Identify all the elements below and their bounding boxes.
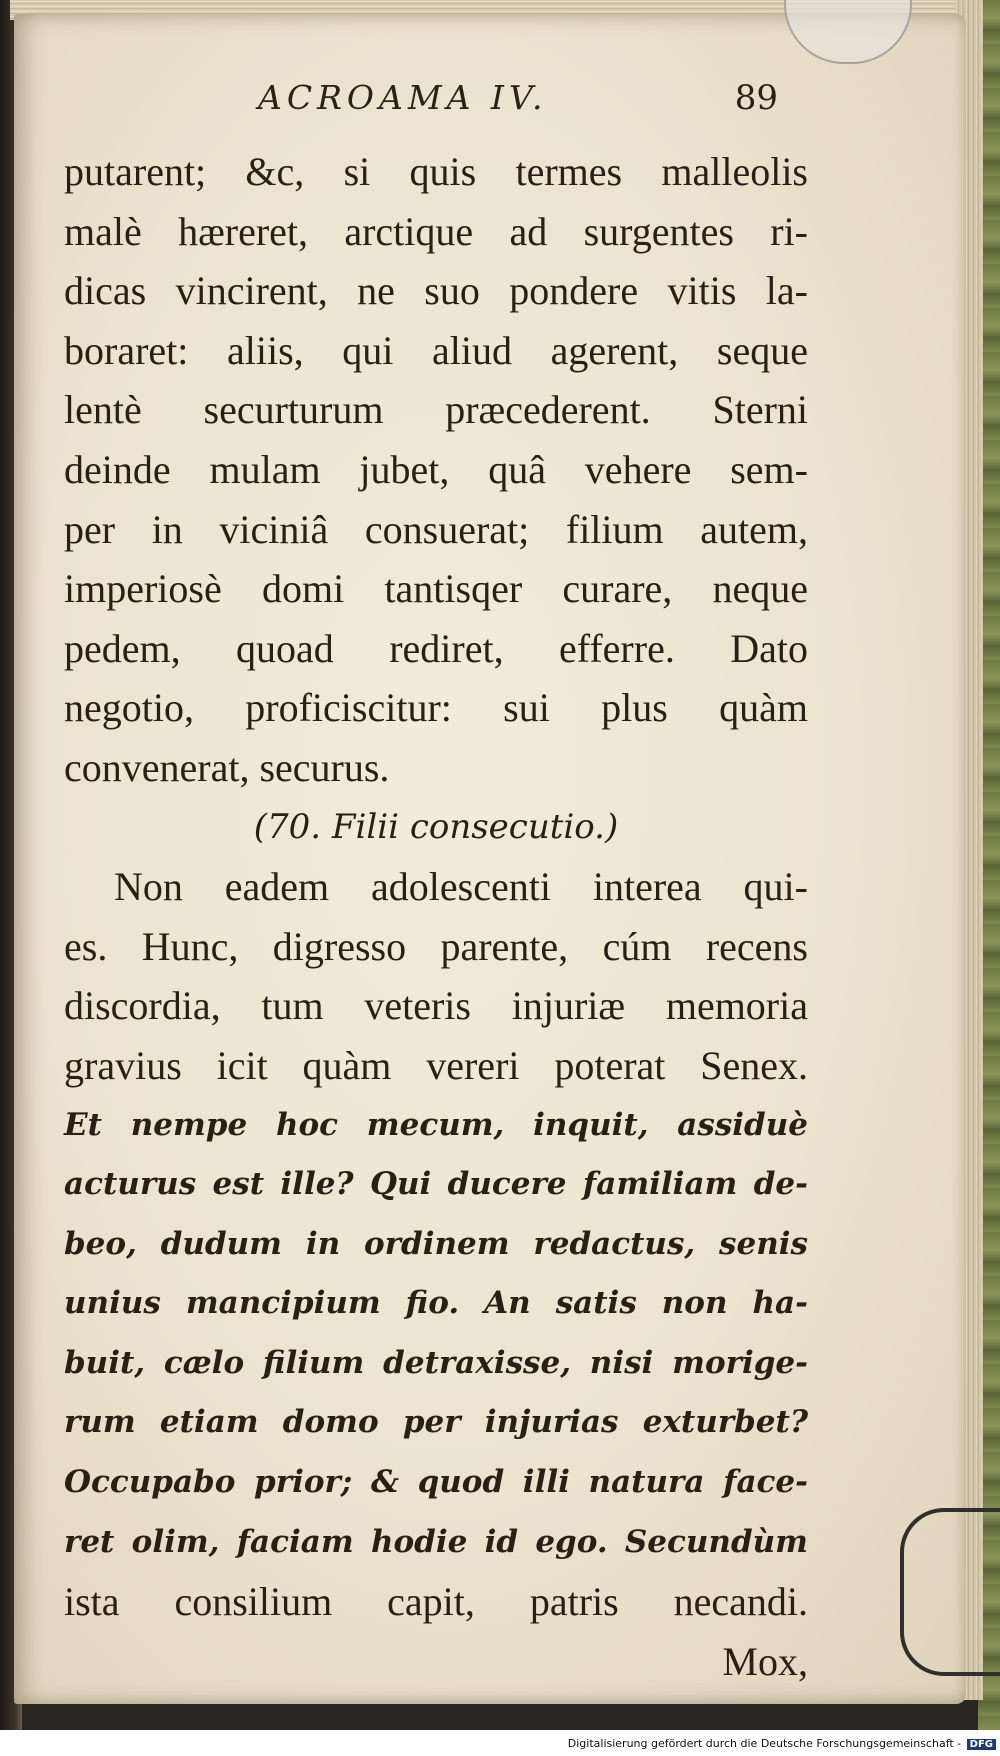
running-title: ACROAMA IV.: [258, 78, 548, 117]
text-line: es. Hunc, digresso parente, cúm recens: [64, 923, 808, 969]
text-line: negotio, proficiscitur: sui plus quàm: [64, 685, 808, 731]
binding-clip: [900, 1508, 1000, 1676]
text-line: deinde mulam jubet, quâ vehere sem-: [64, 446, 808, 492]
text-line: Occupabo prior; & quod illi natura face-: [64, 1464, 808, 1501]
text-line: ret olim, faciam hodie id ego. Secundùm: [64, 1523, 808, 1560]
text-line: gravius icit quàm vereri poterat Senex.: [64, 1042, 808, 1088]
text-line: dicas vincirent, ne suo pondere vitis la-: [64, 268, 808, 314]
text-line: rum etiam domo per injurias exturbet?: [64, 1404, 808, 1441]
running-head: [258, 78, 778, 128]
catchword: Mox,: [722, 1638, 808, 1684]
text-block: [64, 142, 808, 1691]
text-line: acturus est ille? Qui ducere familiam de-: [64, 1166, 808, 1203]
text-line: ista consilium capit, patris necandi.: [64, 1579, 808, 1625]
credit-text: Digitalisierung gefördert durch die Deutsche Forschungsgemeinschaft -: [567, 1737, 962, 1750]
dfg-logo: DFG: [967, 1739, 996, 1750]
text-line: buit, cælo filium detraxisse, nisi morige-: [64, 1344, 808, 1381]
text-line: per in viciniâ consuerat; filium autem,: [64, 506, 808, 552]
text-line: discordia, tum veteris injuriæ memoria: [64, 983, 808, 1029]
text-line: unius mancipium fio. An satis non ha-: [64, 1285, 808, 1322]
text-line: pedem, quoad rediret, efferre. Dato: [64, 625, 808, 671]
text-line: Non eadem adolescenti interea qui-: [114, 864, 808, 910]
text-line: Et nempe hoc mecum, inquit, assiduè: [64, 1106, 808, 1143]
text-line: imperiosè domi tantisqer curare, neque: [64, 566, 808, 612]
text-line: convenerat, securus.: [64, 744, 390, 790]
section-heading: (70. Filii consecutio.): [253, 806, 619, 847]
page-number: 89: [734, 78, 778, 118]
text-line: malè hæreret, arctique ad surgentes ri-: [64, 208, 808, 254]
text-line: lentè securturum præcederent. Sterni: [64, 387, 808, 433]
text-line: boraret: aliis, qui aliud agerent, seque: [64, 327, 808, 373]
digitization-credit: [568, 1737, 996, 1750]
book-page: [14, 14, 966, 1704]
text-line: beo, dudum in ordinem redactus, senis: [64, 1225, 808, 1262]
text-line: putarent; &c, si quis termes malleolis: [64, 149, 808, 194]
